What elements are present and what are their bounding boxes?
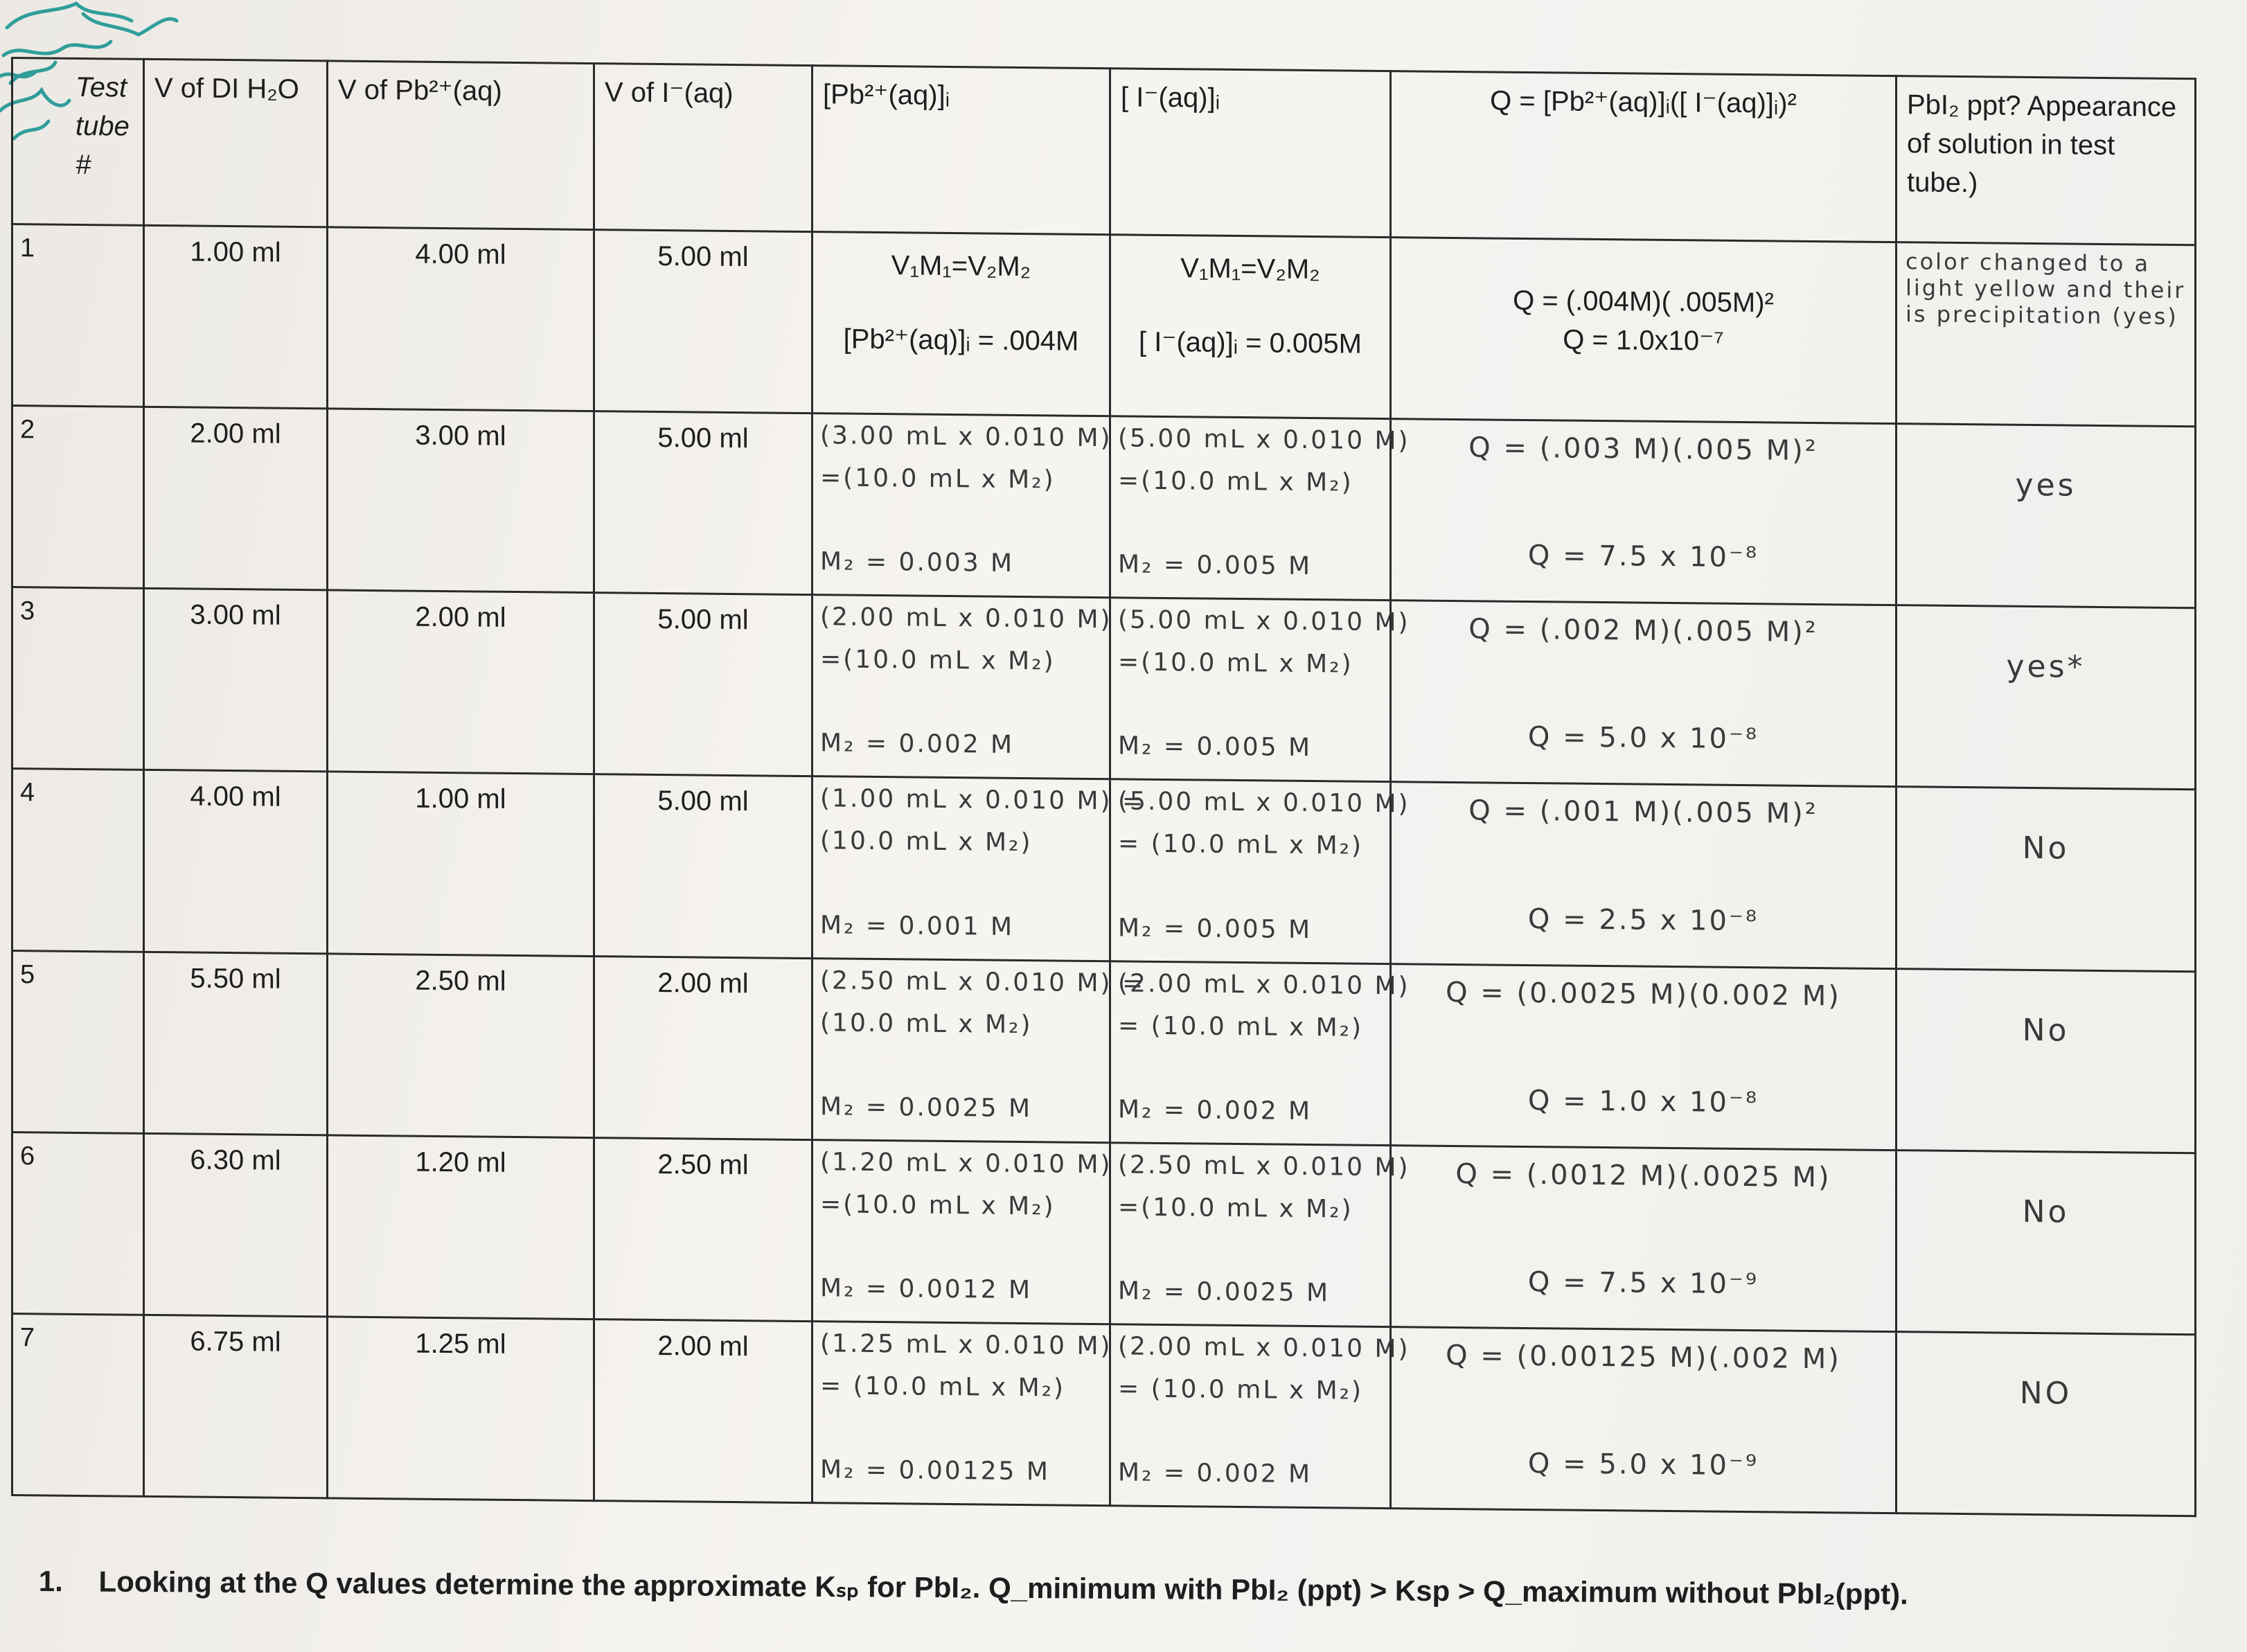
cell-tube [12,769,144,952]
i-result: M₂ = 0.005 M [1118,913,1313,944]
cell-i-conc [1110,235,1391,419]
pb-calc-line1: (2.50 mL x 0.010 M) = [820,966,1146,998]
table-row [12,1313,2196,1516]
cell-pb-conc [812,232,1110,416]
ppt-observation: No [2022,1012,2070,1049]
cell-ppt [1897,968,2196,1153]
question-number: 1. [38,1565,64,1598]
question-1 [39,1564,2186,1613]
table-row [12,769,2196,971]
tube-number: 2 [20,415,35,445]
pb-calc-line1: (1.20 mL x 0.010 M) [820,1147,1112,1179]
i-result: M₂ = 0.002 M [1118,1458,1313,1489]
q-line1: Q = (0.0025 M)(0.002 M) [1446,976,1841,1012]
v-pb-value: 4.00 ml [415,238,506,270]
pb-result: M₂ = 0.003 M [820,547,1015,578]
ppt-observation: yes* [2006,648,2086,686]
cell-v-water [144,407,328,590]
i-calc-line2: =(10.0 mL x M₂) [1118,648,1353,679]
pb-calc-line2: =(10.0 mL x M₂) [820,1189,1056,1221]
cell-v-pb [328,1317,594,1501]
pb-calc-line2: (10.0 mL x M₂) [820,826,1033,858]
cell-v-pb [328,1135,594,1320]
pb-result: M₂ = 0.00125 M [820,1455,1050,1486]
v-pb-value: 3.00 ml [415,420,506,452]
i-calc-line1: (5.00 mL x 0.010 M) [1118,605,1410,637]
pb-calc-line1: V₁M₁=V₂M₂ [891,250,1031,283]
cell-pb-conc [812,958,1146,1142]
tube-number: 1 [20,233,35,263]
cell-pb-conc [812,414,1110,598]
v-i-value: 5.00 ml [657,604,749,636]
q-line2: Q = 5.0 x 10⁻⁸ [1527,721,1759,756]
pb-calc-line1: (2.00 mL x 0.010 M) [820,603,1112,634]
header-v-pb: V of Pb²⁺(aq) [328,61,594,230]
cell-v-i [594,774,812,958]
table-row [12,1132,2196,1334]
cell-pb-conc [812,1139,1110,1324]
tube-number: 7 [20,1322,35,1353]
q-line1: Q = (.004M)( .005M)² [1513,285,1774,319]
q-line2: Q = 2.5 x 10⁻⁸ [1527,903,1759,937]
cell-q [1391,963,1897,1150]
tube-number: 5 [20,959,35,989]
q-line1: Q = (.002 M)(.005 M)² [1468,613,1818,649]
v-water-value: 1.00 ml [190,236,281,268]
cell-ppt [1897,787,2196,971]
v-pb-value: 1.25 ml [415,1328,506,1360]
i-calc-line1: (2.00 mL x 0.010 M) [1118,968,1410,1000]
v-i-value: 2.50 ml [657,1148,749,1180]
pb-result: M₂ = 0.001 M [820,910,1015,941]
cell-v-water [144,225,328,409]
v-pb-value: 2.00 ml [415,601,506,634]
cell-pb-conc [812,1321,1110,1505]
cell-q [1391,782,1897,968]
cell-i-conc [1110,1324,1410,1509]
i-calc-line2: = (10.0 mL x M₂) [1118,1374,1364,1405]
i-calc-line1: V₁M₁=V₂M₂ [1180,253,1320,285]
v-pb-value: 1.20 ml [415,1146,506,1178]
v-i-value: 5.00 ml [657,785,749,817]
tube-number: 4 [20,778,35,808]
v-water-value: 2.00 ml [190,418,281,450]
v-pb-value: 1.00 ml [415,783,506,815]
cell-ppt [1897,605,2196,790]
cell-v-pb [328,772,594,956]
cell-tube [12,1313,144,1496]
cell-pb-conc [812,595,1110,779]
cell-ppt [1897,1331,2196,1516]
ppt-observation: yes [2015,467,2077,504]
pb-result: M₂ = 0.0012 M [820,1274,1033,1304]
cell-tube [12,224,144,407]
header-row [12,58,2196,245]
cell-v-i [594,230,812,414]
q-line1: Q = (.003 M)(.005 M)² [1468,432,1818,468]
cell-pb-conc [812,776,1146,961]
cell-i-conc [1110,416,1410,601]
pb-calc-line2: =(10.0 mL x M₂) [820,645,1056,676]
i-calc-line1: (5.00 mL x 0.010 M) [1118,787,1410,819]
q-line1: Q = (.0012 M)(.0025 M) [1455,1157,1831,1193]
cell-i-conc [1110,779,1410,963]
table-row [12,587,2196,790]
q-line1: Q = (0.00125 M)(.002 M) [1446,1339,1841,1376]
i-result: M₂ = 0.005 M [1118,550,1313,581]
tube-number: 3 [20,596,35,626]
v-i-value: 2.00 ml [657,967,749,999]
cell-v-water [144,952,328,1135]
v-water-value: 4.00 ml [190,781,281,813]
cell-v-i [594,593,812,776]
v-i-value: 5.00 ml [657,423,749,454]
q-line2: Q = 7.5 x 10⁻⁸ [1527,540,1759,574]
cell-tube [12,406,144,589]
data-table [11,57,2196,1517]
cell-ppt [1897,242,2196,427]
v-i-value: 2.00 ml [657,1330,749,1362]
cell-q [1391,601,1897,787]
ppt-observation: No [2022,1193,2070,1230]
i-calc-line1: (5.00 mL x 0.010 M) [1118,424,1410,456]
cell-tube [12,1132,144,1315]
table-row [12,950,2196,1153]
v-water-value: 6.30 ml [190,1144,281,1176]
v-pb-value: 2.50 ml [415,965,506,997]
cell-q [1391,1326,1897,1513]
q-line1: Q = (.001 M)(.005 M)² [1468,794,1818,831]
header-test-tube: Test tube # [12,58,144,226]
cell-v-water [144,589,328,772]
cell-v-water [144,1133,328,1317]
pb-result: M₂ = 0.0025 M [820,1092,1033,1123]
i-calc-line2: =(10.0 mL x M₂) [1118,1193,1353,1224]
v-water-value: 5.50 ml [190,963,281,995]
cell-q [1391,419,1897,605]
cell-ppt [1897,1150,2196,1334]
ppt-observation: No [2022,831,2070,867]
question-text: Looking at the Q values determine the approximate Kₛₚ for PbI₂. Q_minimum with PbI₂ (ppt) > Ksp > Q_maximum without PbI₂(ppt). [98,1565,1908,1610]
v-i-value: 5.00 ml [657,240,749,273]
pb-calc-line1: (1.00 mL x 0.010 M) = [820,784,1146,817]
table-row [12,224,2196,427]
pb-calc-line2: = (10.0 mL x M₂) [820,1371,1066,1403]
cell-v-i [594,956,812,1139]
i-calc-line1: (2.00 mL x 0.010 M) [1118,1332,1410,1364]
i-calc-line2: = (10.0 mL x M₂) [1118,1011,1364,1042]
header-v-water: V of DI H₂O [144,59,328,227]
cell-v-water [144,1315,328,1498]
cell-q [1391,1145,1897,1331]
i-calc-line1: (2.50 mL x 0.010 M) [1118,1151,1410,1182]
q-line2: Q = 1.0x10⁻⁷ [1563,324,1724,357]
table-row [12,406,2196,608]
cell-q [1391,238,1897,424]
cell-v-pb [328,227,594,411]
cell-v-water [144,770,328,954]
header-i-conc: [ I⁻(aq)]ᵢ [1110,69,1391,238]
cell-ppt [1897,424,2196,608]
i-result: M₂ = 0.005 M [1118,731,1313,763]
cell-v-i [594,1319,812,1502]
pb-calc-line1: (3.00 mL x 0.010 M) [820,421,1112,453]
header-ppt: PbI₂ ppt? Appearance of solution in test tube.) [1897,76,2196,245]
pb-calc-line1: (1.25 mL x 0.010 M) [820,1329,1112,1361]
q-line2: Q = 1.0 x 10⁻⁸ [1527,1084,1759,1119]
header-v-i: V of I⁻(aq) [594,64,812,232]
ppt-observation: NO [2019,1375,2072,1412]
tube-number: 6 [20,1141,35,1171]
i-result: [ I⁻(aq)]ᵢ = 0.005M [1139,326,1362,359]
pb-result: M₂ = 0.002 M [820,729,1015,760]
cell-v-i [594,1137,812,1321]
header-q-expression: Q = [Pb²⁺(aq)]ᵢ([ I⁻(aq)]ᵢ)² [1391,71,1897,242]
pb-result: [Pb²⁺(aq)]ᵢ = .004M [843,323,1079,357]
cell-v-pb [328,590,594,774]
i-result: M₂ = 0.0025 M [1118,1277,1331,1308]
v-water-value: 6.75 ml [190,1326,281,1358]
cell-v-pb [328,409,594,593]
q-line2: Q = 5.0 x 10⁻⁹ [1527,1448,1759,1482]
cell-tube [12,587,144,770]
cell-i-conc [1110,598,1410,782]
pb-calc-line2: (10.0 mL x M₂) [820,1008,1033,1039]
cell-v-pb [328,953,594,1137]
cell-v-i [594,411,812,595]
header-pb-conc: [Pb²⁺(aq)]ᵢ [812,66,1110,235]
cell-i-conc [1110,961,1410,1145]
i-calc-line2: = (10.0 mL x M₂) [1118,829,1364,861]
cell-i-conc [1110,1142,1410,1326]
pb-calc-line2: =(10.0 mL x M₂) [820,463,1056,495]
i-result: M₂ = 0.002 M [1118,1095,1313,1126]
v-water-value: 3.00 ml [190,599,281,632]
ppt-observation: color changed to a light yellow and their is precipitation (yes) [1906,248,2186,330]
q-line2: Q = 7.5 x 10⁻⁹ [1527,1265,1759,1301]
cell-tube [12,950,144,1133]
i-calc-line2: =(10.0 mL x M₂) [1118,466,1353,497]
